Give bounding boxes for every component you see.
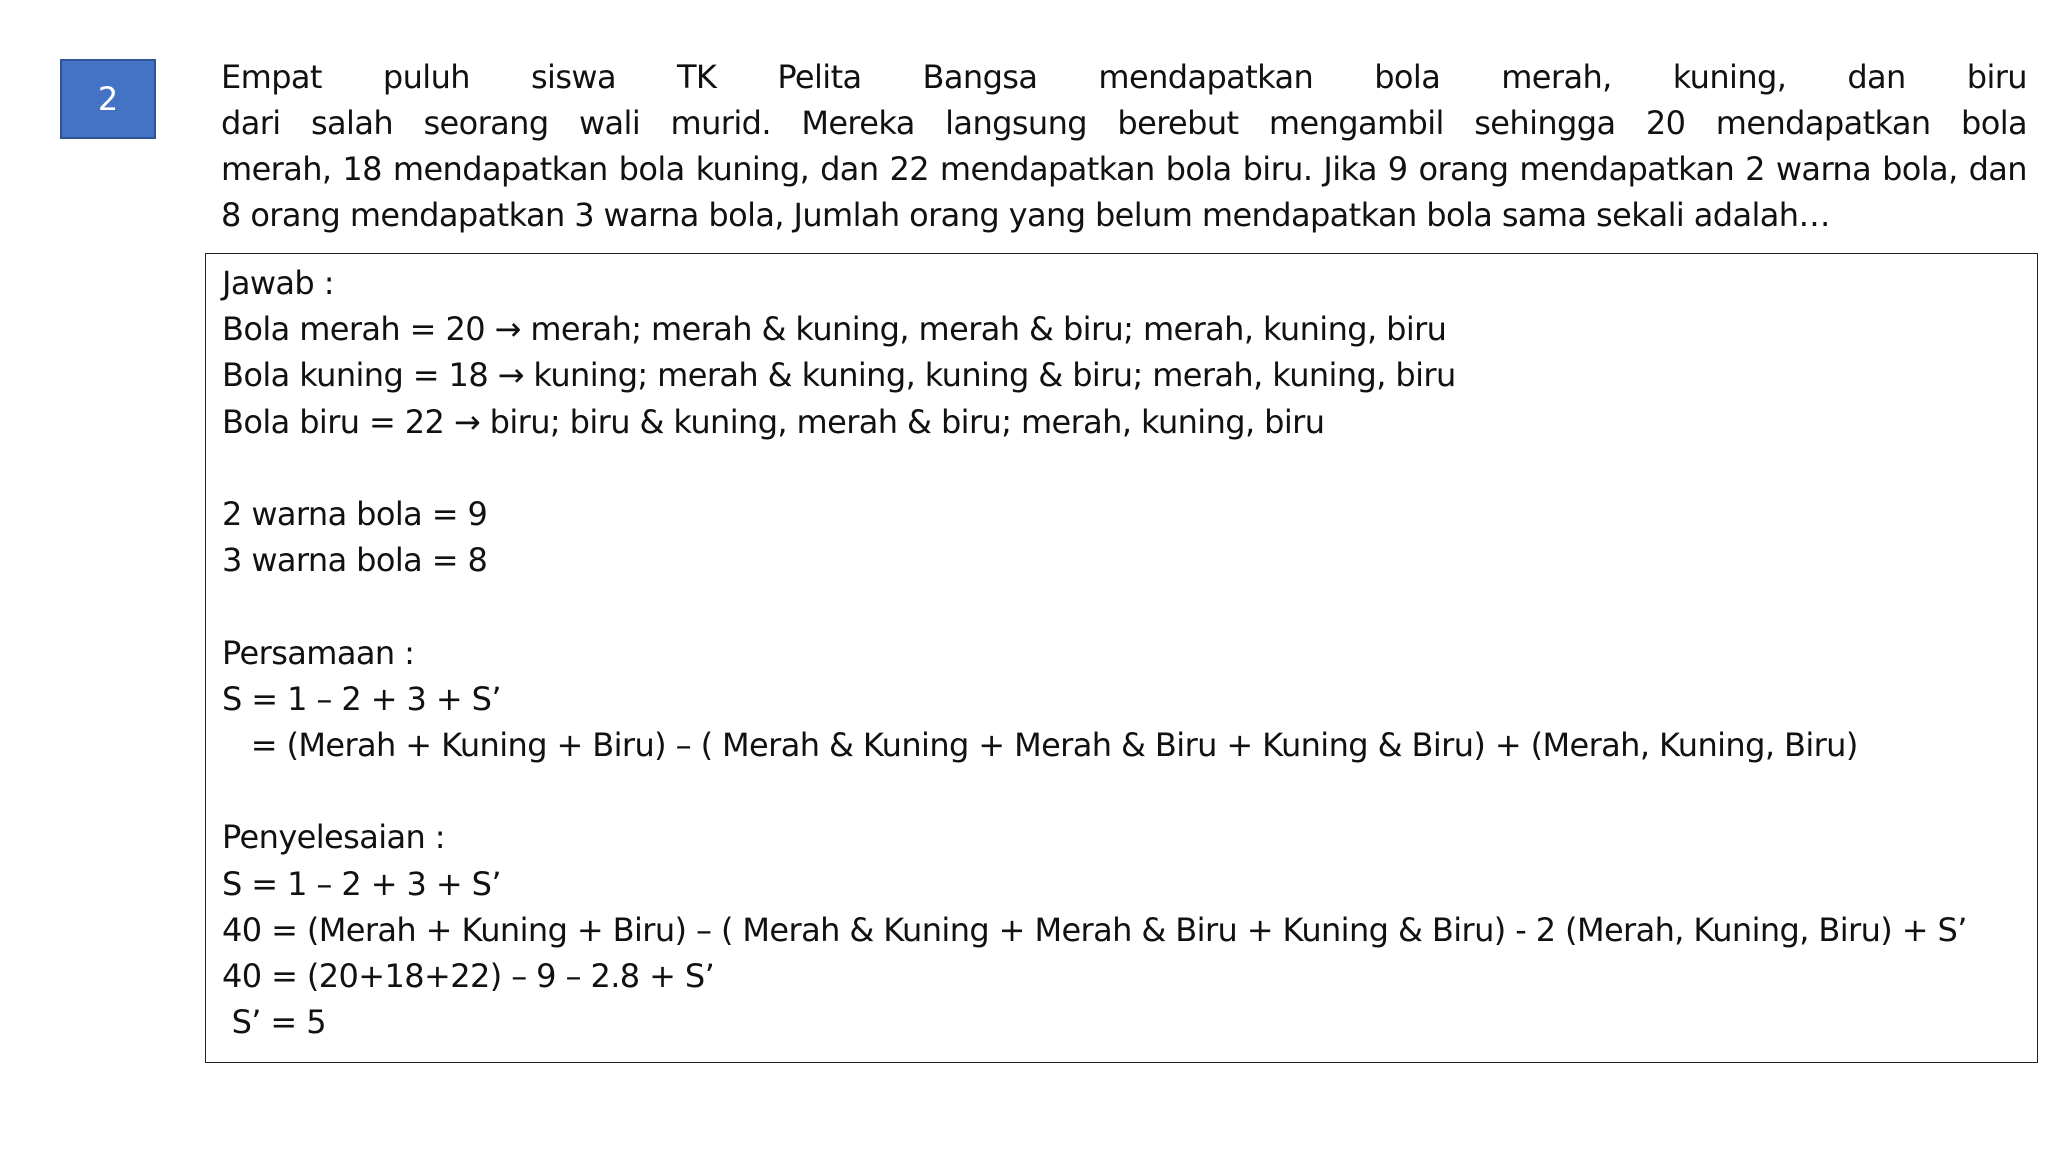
- question-line: dari salah seorang wali murid. Mereka langsung berebut mengambil sehingga 20 mendapatkan bola: [221, 104, 2027, 142]
- question-line: Empat puluh siswa TK Pelita Bangsa mendapatkan bola merah, kuning, dan biru: [221, 58, 2027, 96]
- answer-line-two-colors: 2 warna bola = 9: [222, 495, 488, 533]
- blank-line: [222, 445, 2022, 491]
- equation-line: S = 1 – 2 + 3 + S’: [222, 679, 501, 718]
- solution-line: 40 = (Merah + Kuning + Biru) – ( Merah & Kuning + Merah & Biru + Kuning & Biru) - 2 (Merah, Kuning, Biru) + S’: [222, 910, 1967, 949]
- answer-line-three-colors: 3 warna bola = 8: [222, 541, 488, 580]
- question-line: merah, 18 mendapatkan bola kuning, dan 22 mendapatkan bola biru. Jika 9 orang mendapatkan 2 warna bola, dan: [221, 150, 2027, 188]
- answer-text: [222, 260, 2022, 1045]
- solution-line: S = 1 – 2 + 3 + S’: [222, 864, 501, 903]
- question-number: 2: [97, 80, 119, 118]
- solution-heading: Penyelesaian :: [222, 818, 445, 857]
- answer-line-yellow: Bola kuning = 18 → kuning; merah & kuning, kuning & biru; merah, kuning, biru: [222, 356, 1456, 395]
- equation-line: = (Merah + Kuning + Biru) – ( Merah & Kuning + Merah & Biru + Kuning & Biru) + (Merah, Kuning, Biru): [222, 726, 1858, 764]
- answer-heading: Jawab :: [222, 264, 334, 302]
- answer-line-red: Bola merah = 20 → merah; merah & kuning, merah & biru; merah, kuning, biru: [222, 310, 1447, 349]
- answer-box: [205, 253, 2038, 1063]
- question-text: [221, 54, 2027, 238]
- solution-line: 40 = (20+18+22) – 9 – 2.8 + S’: [222, 957, 715, 995]
- answer-line-blue: Bola biru = 22 → biru; biru & kuning, merah & biru; merah, kuning, biru: [222, 402, 1325, 441]
- question-number-badge: [60, 59, 156, 139]
- blank-line: [222, 768, 2022, 814]
- blank-line: [222, 583, 2022, 629]
- question-line: 8 orang mendapatkan 3 warna bola, Jumlah orang yang belum mendapatkan bola sama sekali adalah…: [221, 196, 1830, 234]
- equation-heading: Persamaan :: [222, 633, 415, 672]
- solution-result: S’ = 5: [222, 1003, 326, 1042]
